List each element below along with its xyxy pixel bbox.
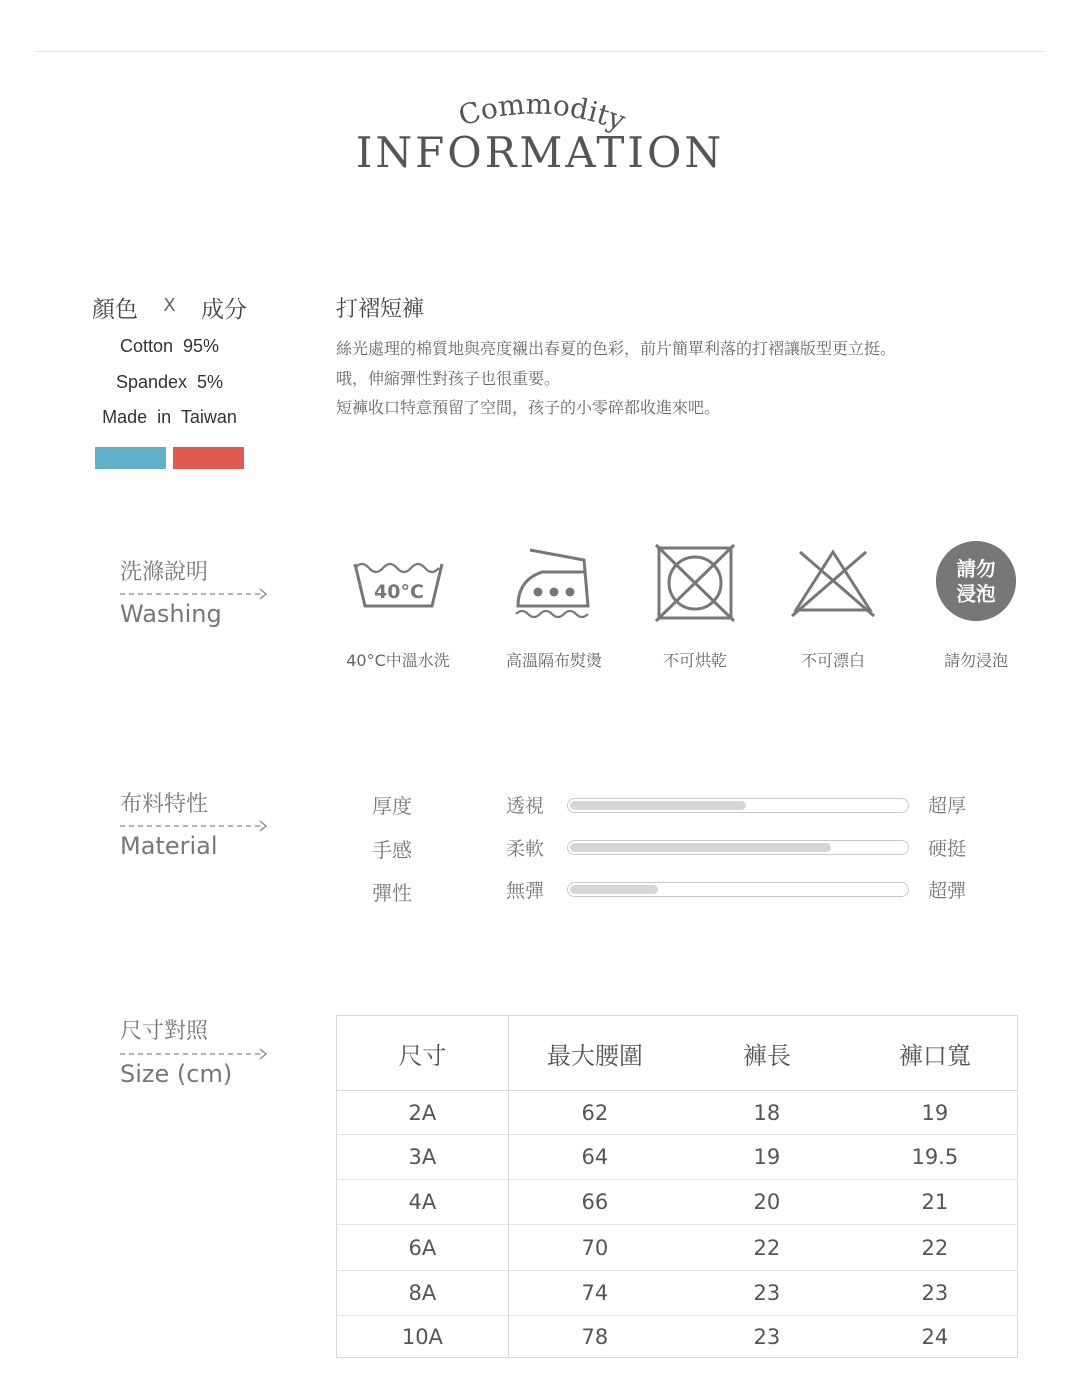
cell-waist: 62 — [508, 1091, 681, 1135]
elasticity-bar-fill — [570, 885, 658, 894]
wash-label-no-bleach: 不可漂白 — [800, 651, 865, 670]
x-separator: X — [163, 295, 176, 316]
cell-size: 3A — [337, 1135, 509, 1180]
dashed-arrow-icon — [118, 1047, 270, 1061]
cell-waist: 66 — [508, 1180, 681, 1225]
color-label: 顏色 — [92, 297, 138, 323]
do-not-soak-icon — [932, 540, 1020, 622]
material-row-name: 厚度 — [372, 794, 412, 818]
description-line: 短褲收口特意預留了空間，孩子的小零碎都收進來吧。 — [336, 398, 721, 417]
svg-text:請勿: 請勿 — [956, 557, 996, 581]
color-composition-title — [92, 291, 247, 324]
description-line: 絲光處理的棉質地與亮度襯出春夏的色彩，前片簡單利落的打褶讓版型更立挺。 — [336, 339, 897, 358]
iron-high-icon — [508, 540, 600, 622]
cell-length: 20 — [681, 1180, 853, 1225]
page-title: INFORMATION — [355, 128, 725, 177]
cell-length: 23 — [681, 1271, 853, 1316]
cell-length: 22 — [681, 1225, 853, 1271]
washing-title-cn: 洗滌說明 — [120, 560, 209, 585]
texture-bar-fill — [570, 843, 831, 852]
size-title-cn: 尺寸對照 — [120, 1019, 209, 1044]
dashed-arrow-icon — [118, 819, 270, 833]
wash-label-no-dry: 不可烘乾 — [662, 651, 727, 670]
cell-hem: 22 — [853, 1225, 1018, 1271]
description-line: 哦，伸縮彈性對孩子也很重要。 — [336, 369, 561, 388]
wash-label-iron: 高溫隔布熨燙 — [505, 651, 602, 670]
cell-size: 6A — [337, 1225, 509, 1271]
table-row — [337, 1135, 1018, 1180]
wash-label-no-soak: 請勿浸泡 — [943, 651, 1008, 670]
washing-title-en: Washing — [120, 600, 222, 628]
spec-cotton: Cotton 95% — [119, 336, 220, 356]
cell-size: 10A — [337, 1316, 509, 1358]
table-row — [337, 1271, 1018, 1316]
dashed-arrow-icon — [118, 587, 270, 601]
composition-label: 成分 — [201, 297, 247, 323]
header-length: 褲長 — [681, 1016, 853, 1091]
product-title: 打褶短褲 — [336, 297, 425, 322]
cell-waist: 78 — [508, 1316, 681, 1358]
size-table-header — [337, 1016, 1018, 1091]
cell-hem: 21 — [853, 1180, 1018, 1225]
top-divider — [36, 51, 1044, 52]
header-hem: 褲口寬 — [853, 1016, 1018, 1091]
no-tumble-dry-icon — [654, 540, 736, 622]
elasticity-bar — [567, 882, 909, 897]
table-row — [337, 1180, 1018, 1225]
table-row — [337, 1091, 1018, 1135]
cell-length: 19 — [681, 1135, 853, 1180]
thickness-bar — [567, 798, 909, 813]
material-row-name: 手感 — [372, 838, 412, 862]
table-row — [337, 1316, 1018, 1358]
size-table — [336, 1015, 1018, 1358]
svg-text:浸泡: 浸泡 — [956, 582, 996, 606]
material-title-en: Material — [120, 832, 218, 860]
wash-40c-icon — [350, 540, 446, 622]
cell-hem: 19.5 — [853, 1135, 1018, 1180]
material-title-cn: 布料特性 — [120, 792, 209, 817]
spec-spandex: Spandex 5% — [115, 372, 224, 392]
material-row-name: 彈性 — [372, 881, 412, 905]
cell-size: 2A — [337, 1091, 509, 1135]
thickness-bar-fill — [570, 801, 746, 810]
color-swatch-blue[interactable] — [95, 447, 166, 469]
texture-bar — [567, 840, 909, 855]
cell-hem: 24 — [853, 1316, 1018, 1358]
table-row — [337, 1225, 1018, 1271]
wash-temp-text: 40°C — [374, 581, 424, 603]
cell-waist: 64 — [508, 1135, 681, 1180]
spec-origin: Made in Taiwan — [102, 407, 237, 427]
cell-hem: 19 — [853, 1091, 1018, 1135]
no-bleach-icon — [790, 540, 876, 622]
cell-waist: 74 — [508, 1271, 681, 1316]
material-row-high: 超厚 — [928, 795, 967, 817]
material-row-high: 硬挺 — [928, 838, 967, 860]
material-row-low: 柔軟 — [506, 838, 545, 860]
header-size: 尺寸 — [337, 1016, 509, 1091]
commodity-word-text: Commodity — [454, 87, 630, 138]
material-row-low: 透視 — [506, 795, 545, 817]
size-title-en: Size (cm) — [120, 1060, 233, 1088]
color-swatch-red[interactable] — [173, 447, 244, 469]
cell-waist: 70 — [508, 1225, 681, 1271]
material-row-high: 超彈 — [928, 880, 967, 902]
header-waist: 最大腰圍 — [508, 1016, 681, 1091]
cell-hem: 23 — [853, 1271, 1018, 1316]
wash-label-40c: 40°C中溫水洗 — [346, 651, 450, 670]
cell-size: 4A — [337, 1180, 509, 1225]
cell-length: 23 — [681, 1316, 853, 1358]
cell-length: 18 — [681, 1091, 853, 1135]
material-row-low: 無彈 — [506, 880, 545, 902]
cell-size: 8A — [337, 1271, 509, 1316]
